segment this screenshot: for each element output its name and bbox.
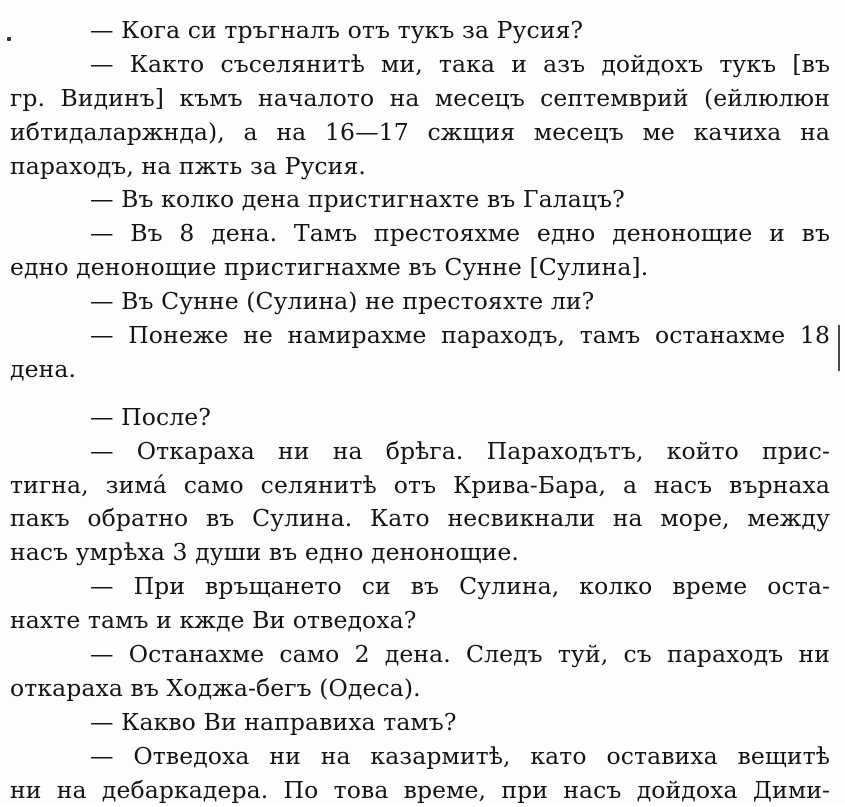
text-line: тигна, зимá само селянитѣ отъ Крива-Бара, а насъ върнаха xyxy=(10,470,830,499)
text-line: ни на дебаркадера. По това време, при насъ дойдоха Дими- xyxy=(10,775,830,804)
text-line: — Кога си тръгналъ отъ тукъ за Русия? xyxy=(90,16,584,44)
text-line: — Понеже не намирахме параходъ, тамъ останахме 18 xyxy=(90,321,830,350)
text-line: — Въ Сунне (Сулина) не престояхте ли? xyxy=(90,287,595,316)
text-line: — Отведоха ни на казармитѣ, като оставиха вещитѣ xyxy=(90,741,830,770)
text-line: — Какво Ви направиха тамъ? xyxy=(90,707,457,736)
page-edge-mark xyxy=(838,325,840,371)
text-line: нахте тамъ и кжде Ви отведоха? xyxy=(10,606,417,635)
text-line: гр. Видинъ] къмъ началото на месецъ септемврий (ейлюлюн xyxy=(10,83,830,112)
text-line: едно денонощие пристигнахме въ Сунне [Сулина]. xyxy=(10,253,649,282)
text-line: — При връщането си въ Сулина, колко време оста- xyxy=(90,572,830,601)
text-line: — После? xyxy=(90,402,212,431)
text-line: — Останахме само 2 дена. Следъ туй, съ параходъ ни xyxy=(90,640,830,669)
text-line: — Както съселянитѣ ми, така и азъ дойдохъ тукъ [въ xyxy=(90,49,830,78)
text-line: — Откараха ни на брѣга. Параходътъ, който прис- xyxy=(90,436,830,465)
text-line: дена. xyxy=(10,354,77,383)
text-line: параходъ, на пжть за Русия. xyxy=(10,151,366,180)
text-line: — Въ колко дена пристигнахте въ Галацъ? xyxy=(90,185,625,214)
text-line: насъ умрѣха 3 души въ едно денонощие. xyxy=(10,538,519,567)
text-line: откараха въ Ходжа-бегъ (Одеса). xyxy=(10,673,421,702)
text-line: — Въ 8 дена. Тамъ престояхме едно денонощие и въ xyxy=(90,219,830,248)
text-line: пакъ обратно въ Сулина. Като несвикнали на море, между xyxy=(10,504,830,533)
dialogue-text-block xyxy=(10,14,830,807)
text-line: ибтидаларжнда), а на 16—17 сжщия месецъ ме качиха на xyxy=(10,117,830,146)
